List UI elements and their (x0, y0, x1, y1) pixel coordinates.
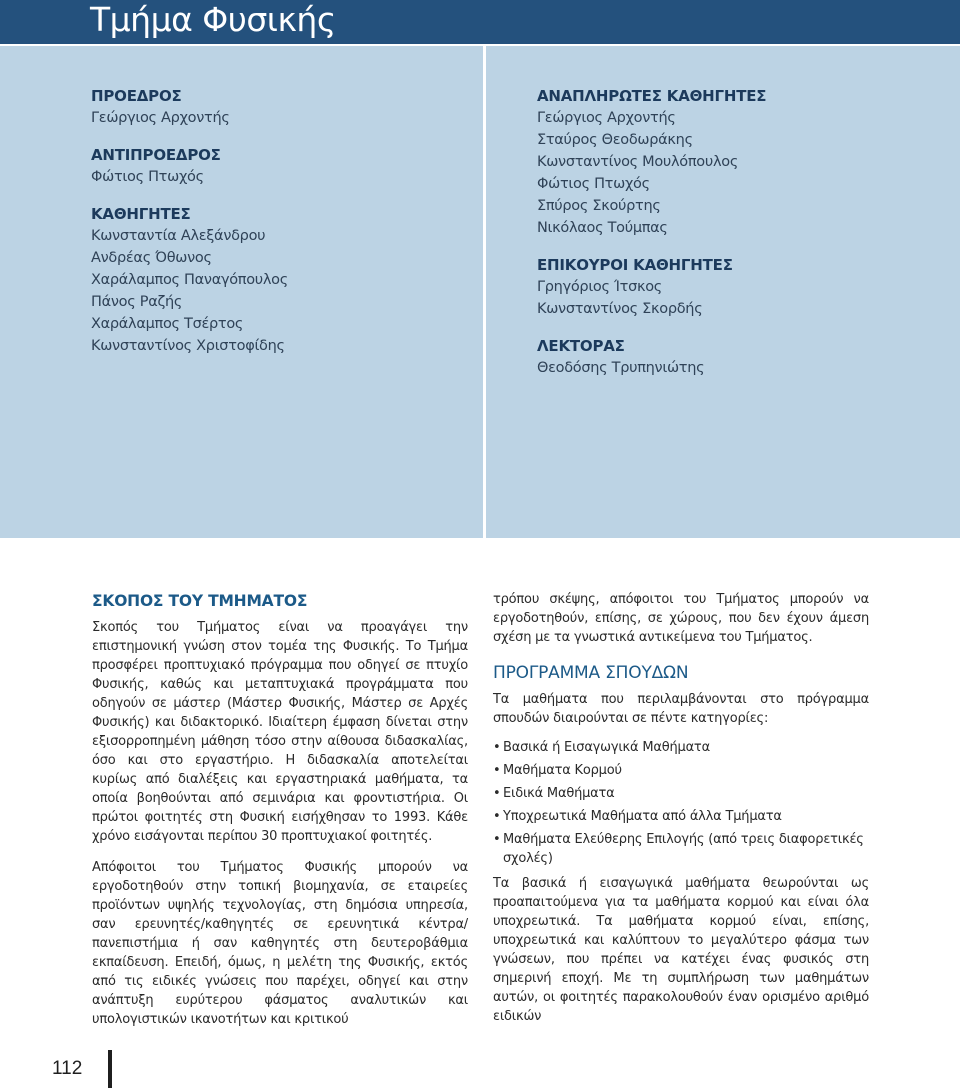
list-item: • Μαθήματα Κορμού (493, 761, 869, 780)
staff-name: Πάνος Ραζής (91, 294, 183, 310)
list-item: • Μαθήματα Ελεύθερης Επιλογής (από τρεις διαφορετικές σχολές) (493, 830, 869, 868)
staff-group-title: ΑΝΤΙΠΡΟΕΔΡΟΣ (91, 146, 221, 164)
staff-group-title: ΚΑΘΗΓΗΤΕΣ (91, 205, 191, 223)
staff-group-title: ΠΡΟΕΔΡΟΣ (91, 87, 182, 105)
course-categories-list (493, 738, 869, 868)
list-item: • Ειδικά Μαθήματα (493, 784, 869, 803)
page-title: Τμήμα Φυσικής (90, 0, 336, 39)
staff-name: Νικόλαος Τούμπας (537, 220, 668, 236)
purpose-paragraph: Σκοπός του Τμήματος είναι να προαγάγει την επιστημονική γνώση στον τομέα της Φυσικής. Το Τμήμα προσφέρει προπτυχιακό πρόγραμμα που οδηγεί σε πτυχίο Φυσικής, καθώς και μεταπτυχιακά προγράμματα που οδηγούν σε μάστερ (Μάστερ Φυσικής, Μάστερ σε Αρχές Φυσικής) και διδακτορικό. Ιδιαίτερη έμφαση δίνεται στην εξισορροπημένη μάθηση τόσο στην αίθουσα διδασκαλίας, όσο και στο εργαστήριο. Η διδασκαλία αποτελείται κυρίως από διαλέξεις και εργαστηριακά μαθήματα, τα οποία βοηθούνται από σεμινάρια και φροντιστήρια. Οι πρώτοι φοιτητές στη Φυσική εισήχθησαν το 1993. Κάθε χρόνο εισάγονται περίπου 30 προπτυχιακοί φοιτητές. (92, 620, 468, 844)
graduates-paragraph: Απόφοιτοι του Τμήματος Φυσικής μπορούν να εργοδοτηθούν στην τοπική βιομηχανία, σε εταιρείες προϊόντων υψηλής τεχνολογίας, στη δημόσια υπηρεσία, σαν ερευνητές/καθηγητές σε ερευνητικά κέντρα/πανεπιστήμια ή σαν καθηγητές στη δευτεροβάθμια εκπαίδευση. Επειδή, όμως, η μελέτη της Φυσικής, εκτός από τις ειδικές γνώσεις που παρέχει, οδηγεί και στην ανάπτυξη ευρύτερου φάσματος αναλυτικών και υπολογιστικών ικανοτήτων και κριτικού (92, 860, 468, 1027)
staff-column-right (537, 85, 947, 394)
staff-name: Γρηγόριος Ίτσκος (537, 279, 662, 295)
staff-name: Κωνσταντίνος Μουλόπουλος (537, 154, 739, 170)
staff-group-title: ΕΠΙΚΟΥΡΟΙ ΚΑΘΗΓΗΤΕΣ (537, 256, 733, 274)
courses-paragraph: Τα βασικά ή εισαγωγικά μαθήματα θεωρούνται ως προαπαιτούμενα για τα μαθήματα κορμού και είναι όλα υποχρεωτικά. Τα μαθήματα κορμού είναι, επίσης, υποχρεωτικά και καλύπτουν το μεγαλύτερο φάσμα των γνώσεων, που πρέπει να κατέχει ένας φυσικός στη σημερινή εποχή. Με τη συμπλήρωση των μαθημάτων αυτών, οι φοιτητές παρακολουθούν έναν ορισμένο αριθμό ειδικών (493, 876, 869, 1024)
graduates-paragraph-continued: τρόπου σκέψης, απόφοιτοι του Τμήματος μπορούν να εργοδοτηθούν, επίσης, σε χώρους, που δεν έχουν άμεση σχέση με τα γνωστικά αντικείμενα του Τμήματος. (493, 592, 869, 645)
page-header (0, 0, 960, 44)
staff-name: Θεοδόσης Τρυπηνιώτης (537, 360, 705, 376)
staff-name: Γεώργιος Αρχοντής (537, 110, 676, 126)
list-item: • Βασικά ή Εισαγωγικά Μαθήματα (493, 738, 869, 757)
staff-group-president (91, 85, 471, 129)
staff-name: Σταύρος Θεοδωράκης (537, 132, 693, 148)
program-heading: ΠΡΟΓΡΑΜΜΑ ΣΠΟΥΔΩΝ (493, 663, 689, 683)
page-number: 112 (52, 1058, 83, 1079)
staff-name: Κωνσταντίνος Σκορδής (537, 301, 703, 317)
staff-name: Χαράλαμπος Παναγόπουλος (91, 272, 288, 288)
staff-group-associate-professors (537, 85, 947, 239)
staff-group-lecturer (537, 335, 947, 379)
program-intro: Τα μαθήματα που περιλαμβάνονται στο πρόγραμμα σπουδών διαιρούνται σε πέντε κατηγορίες: (493, 692, 869, 726)
text-column-left (92, 590, 468, 1029)
staff-name: Χαράλαμπος Τσέρτος (91, 316, 244, 332)
staff-name: Σπύρος Σκούρτης (537, 198, 661, 214)
staff-name: Κωνσταντίνος Χριστοφίδης (91, 338, 285, 354)
staff-name: Ανδρέας Όθωνος (91, 250, 212, 266)
staff-column-left (91, 85, 471, 372)
staff-group-title: ΛΕΚΤΟΡΑΣ (537, 337, 625, 355)
staff-group-title: ΑΝΑΠΛΗΡΩΤΕΣ ΚΑΘΗΓΗΤΕΣ (537, 87, 767, 105)
staff-group-assistant-professors (537, 254, 947, 320)
list-item: • Υποχρεωτικά Μαθήματα από άλλα Τμήματα (493, 807, 869, 826)
staff-group-professors (91, 203, 471, 357)
staff-name: Κωνσταντία Αλεξάνδρου (91, 228, 266, 244)
staff-name: Γεώργιος Αρχοντής (91, 110, 230, 126)
purpose-heading: ΣΚΟΠΟΣ ΤΟΥ ΤΜΗΜΑΤΟΣ (92, 592, 308, 610)
page-number-divider (108, 1050, 112, 1088)
staff-name: Φώτιος Πτωχός (537, 176, 650, 192)
staff-name: Φώτιος Πτωχός (91, 169, 204, 185)
text-column-right (493, 590, 869, 1026)
staff-group-vice-president (91, 144, 471, 188)
